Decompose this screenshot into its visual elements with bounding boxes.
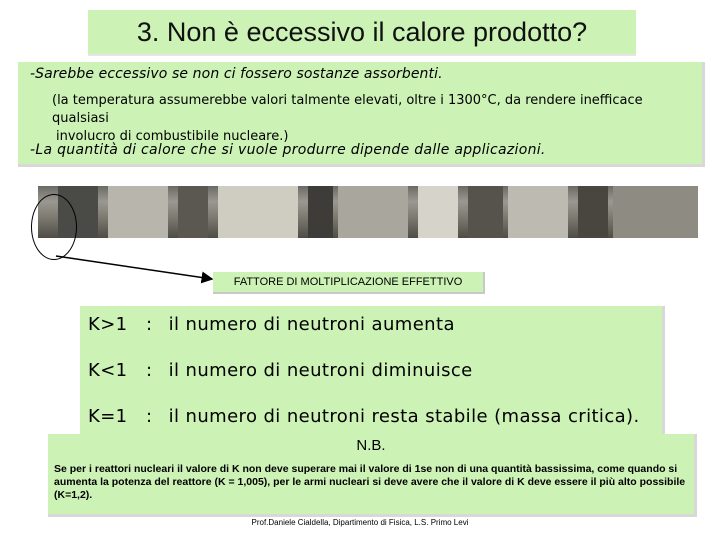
nb-text: Se per i reattori nucleari il valore di K non deve superare mai il valore di 1se non di una quantità bassissima, come quando si aumenta la potenza del reattore (K = 1,005), per le armi nucleari si deve avere che il valore di K deve essere il più alto possibile (K=1,2). <box>54 463 686 501</box>
k-line-equal <box>88 406 640 427</box>
nb-title: N.B. <box>356 437 386 454</box>
k-conditions-box <box>80 306 665 437</box>
k-text: il numero di neutroni aumenta <box>168 314 455 335</box>
nb-box <box>48 434 697 517</box>
k-sep: : <box>146 314 153 335</box>
highlight-circle <box>31 194 77 260</box>
intro-parenthetical <box>52 92 702 146</box>
k-sep: : <box>146 360 153 381</box>
k-lhs: K>1 <box>88 314 128 335</box>
footer-credit: Prof.Daniele Cialdella, Dipartimento di Fisica, L.S. Primo Levi <box>251 518 469 527</box>
k-text: il numero di neutroni resta stabile (massa critica). <box>168 406 640 427</box>
fattore-label-box <box>213 272 485 294</box>
slide-title: 3. Non è eccessivo il calore prodotto? <box>136 16 588 47</box>
k-lhs: K=1 <box>88 406 128 427</box>
k-text: il numero di neutroni diminuisce <box>168 360 473 381</box>
intro-line-absorbers: -Sarebbe eccessivo se non ci fossero sostanze assorbenti. <box>30 66 443 82</box>
k-line-greater <box>88 314 455 335</box>
intro-paren-line1: (la temperatura assumerebbe valori talmente elevati, oltre i 1300°C, da rendere inefficace qualsiasi <box>52 93 643 126</box>
intro-box <box>18 62 705 167</box>
intro-line-applications: -La quantità di calore che si vuole produrre dipende dalle applicazioni. <box>30 142 546 158</box>
k-line-less <box>88 360 473 381</box>
k-sep: : <box>146 406 153 427</box>
k-lhs: K<1 <box>88 360 128 381</box>
fattore-label: FATTORE DI MOLTIPLICAZIONE EFFETTIVO <box>233 276 463 288</box>
slide-title-box <box>88 10 636 56</box>
reactor-photo <box>38 186 698 238</box>
intro-paren-line2: involucro di combustibile nucleare.) <box>56 129 289 144</box>
